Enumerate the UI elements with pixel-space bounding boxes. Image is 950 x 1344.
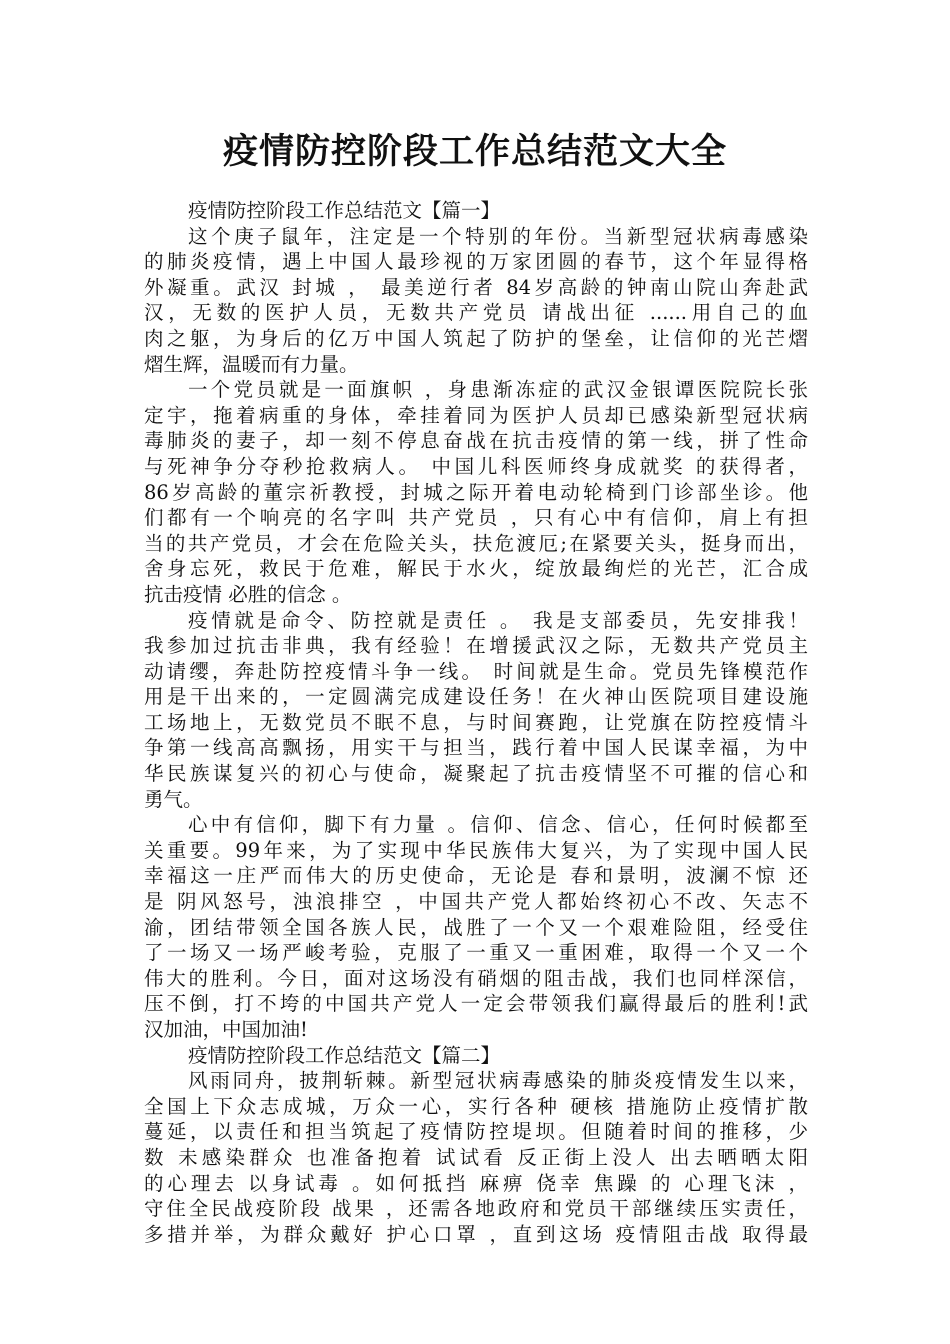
text-line: 汉，无数的医护人员，无数共产党员 请战出征 ......用自己的血 (144, 301, 808, 325)
text-line: 全国上下众志成城，万众一心，实行各种 硬核 措施防止疫情扩散 (144, 1094, 808, 1118)
text-line: 蔓延，以责任和担当筑起了疫情防控堤坝。但随着时间的推移，少 (144, 1120, 808, 1144)
text-line: 舍身忘死，救民于危难，解民于水火，绽放最绚烂的光芒，汇合成 (144, 557, 808, 581)
text-line: 汉加油，中国加油! (144, 1018, 308, 1041)
text-line: 的肺炎疫情，遇上中国人最珍视的万家团圆的春节，这个年显得格 (144, 250, 808, 274)
text-line: 肉之躯，为身后的亿万中国人筑起了防护的堡垒，让信仰的光芒熠 (144, 326, 808, 350)
text-line: 是 阴风怒号，浊浪排空 ，中国共产党人都始终初心不改、矢志不 (144, 890, 808, 914)
text-line: 守住全民战疫阶段 战果 ，还需各地政府和党员干部继续压实责任， (144, 1197, 808, 1221)
section-heading: 疫情防控阶段工作总结范文【篇一】 (188, 199, 501, 222)
text-line: 关重要。99年来，为了实现中华民族伟大复兴，为了实现中国人民 (144, 838, 808, 862)
text-line: 了一场又一场严峻考验，克服了一重又一重困难，取得一个又一个 (144, 941, 808, 965)
text-line: 幸福这一庄严而伟大的历史使命，无论是 春和景明，波澜不惊 还 (144, 864, 808, 888)
text-line: 工场地上，无数党员不眠不息，与时间赛跑，让党旗在防控疫情斗 (144, 710, 808, 734)
text-line: 数 未感染群众 也准备抱着 试试看 反正街上没人 出去晒晒太阳 (144, 1145, 808, 1169)
document-body (144, 198, 808, 1247)
text-line: 抗击疫情 必胜的信念 。 (144, 582, 352, 606)
text-line: 86岁高龄的董宗祈教授，封城之际开着电动轮椅到门诊部坐诊。他 (144, 480, 808, 504)
text-line: 熠生辉，温暖而有力量。 (144, 352, 359, 376)
text-line: 争第一线高高飘扬，用实干与担当，践行着中国人民谋幸福，为中 (144, 736, 808, 760)
text-line: 动请缨，奔赴防控疫情斗争一线。 时间就是生命。党员先锋模范作 (144, 659, 808, 683)
text-line: 渝，团结带领全国各族人民，战胜了一个又一个艰难险阻，经受住 (144, 915, 808, 939)
text-line: 用是干出来的，一定圆满完成建设任务！在火神山医院项目建设施 (144, 685, 808, 709)
text-line: 我参加过抗击非典，我有经验！在增援武汉之际，无数共产党员主 (144, 634, 808, 658)
text-line: 外凝重。武汉 封城 ， 最美逆行者 84岁高龄的钟南山院山奔赴武 (144, 275, 808, 299)
text-line: 风雨同舟，披荆斩棘。新型冠状病毒感染的肺炎疫情发生以来， (188, 1069, 808, 1093)
section-heading: 疫情防控阶段工作总结范文【篇二】 (188, 1043, 501, 1067)
text-line: 心中有信仰，脚下有力量 。信仰、信念、信心，任何时候都至 (188, 813, 808, 837)
text-line: 勇气。 (144, 787, 203, 811)
text-line: 一个党员就是一面旗帜 ，身患渐冻症的武汉金银谭医院院长张 (188, 378, 808, 402)
text-line: 多措并举，为群众戴好 护心口罩 ，直到这场 疫情阻击战 取得最 (144, 1222, 808, 1246)
text-line: 疫情就是命令、防控就是责任 。 我是支部委员，先安排我！ (188, 608, 808, 632)
text-line: 当的共产党员，才会在危险关头，扶危渡厄;在紧要关头，挺身而出， (144, 531, 808, 555)
text-line: 华民族谋复兴的初心与使命，凝聚起了抗击疫情坚不可摧的信心和 (144, 762, 808, 786)
text-line: 定宇，拖着病重的身体，牵挂着同为医护人员却已感染新型冠状病 (144, 403, 808, 427)
text-line: 压不倒，打不垮的中国共产党人一定会带领我们赢得最后的胜利!武 (144, 992, 808, 1016)
document-title: 疫情防控阶段工作总结范文大全 (222, 132, 727, 172)
text-line: 的心理去 以身试毒 。如何抵挡 麻痹 侥幸 焦躁 的 心理飞沫 ， (144, 1171, 808, 1195)
text-line: 与死神争分夺秒抢救病人。 中国儿科医师终身成就奖 的获得者， (144, 454, 808, 478)
text-line: 们都有一个响亮的名字叫 共产党员 ，只有心中有信仰，肩上有担 (144, 506, 808, 530)
text-line: 这个庚子鼠年，注定是一个特别的年份。当新型冠状病毒感染 (188, 224, 808, 248)
text-line: 毒肺炎的妻子，却一刻不停息奋战在抗击疫情的第一线，拼了性命 (144, 429, 808, 453)
text-line: 伟大的胜利。今日，面对这场没有硝烟的阻击战，我们也同样深信， (144, 966, 808, 990)
